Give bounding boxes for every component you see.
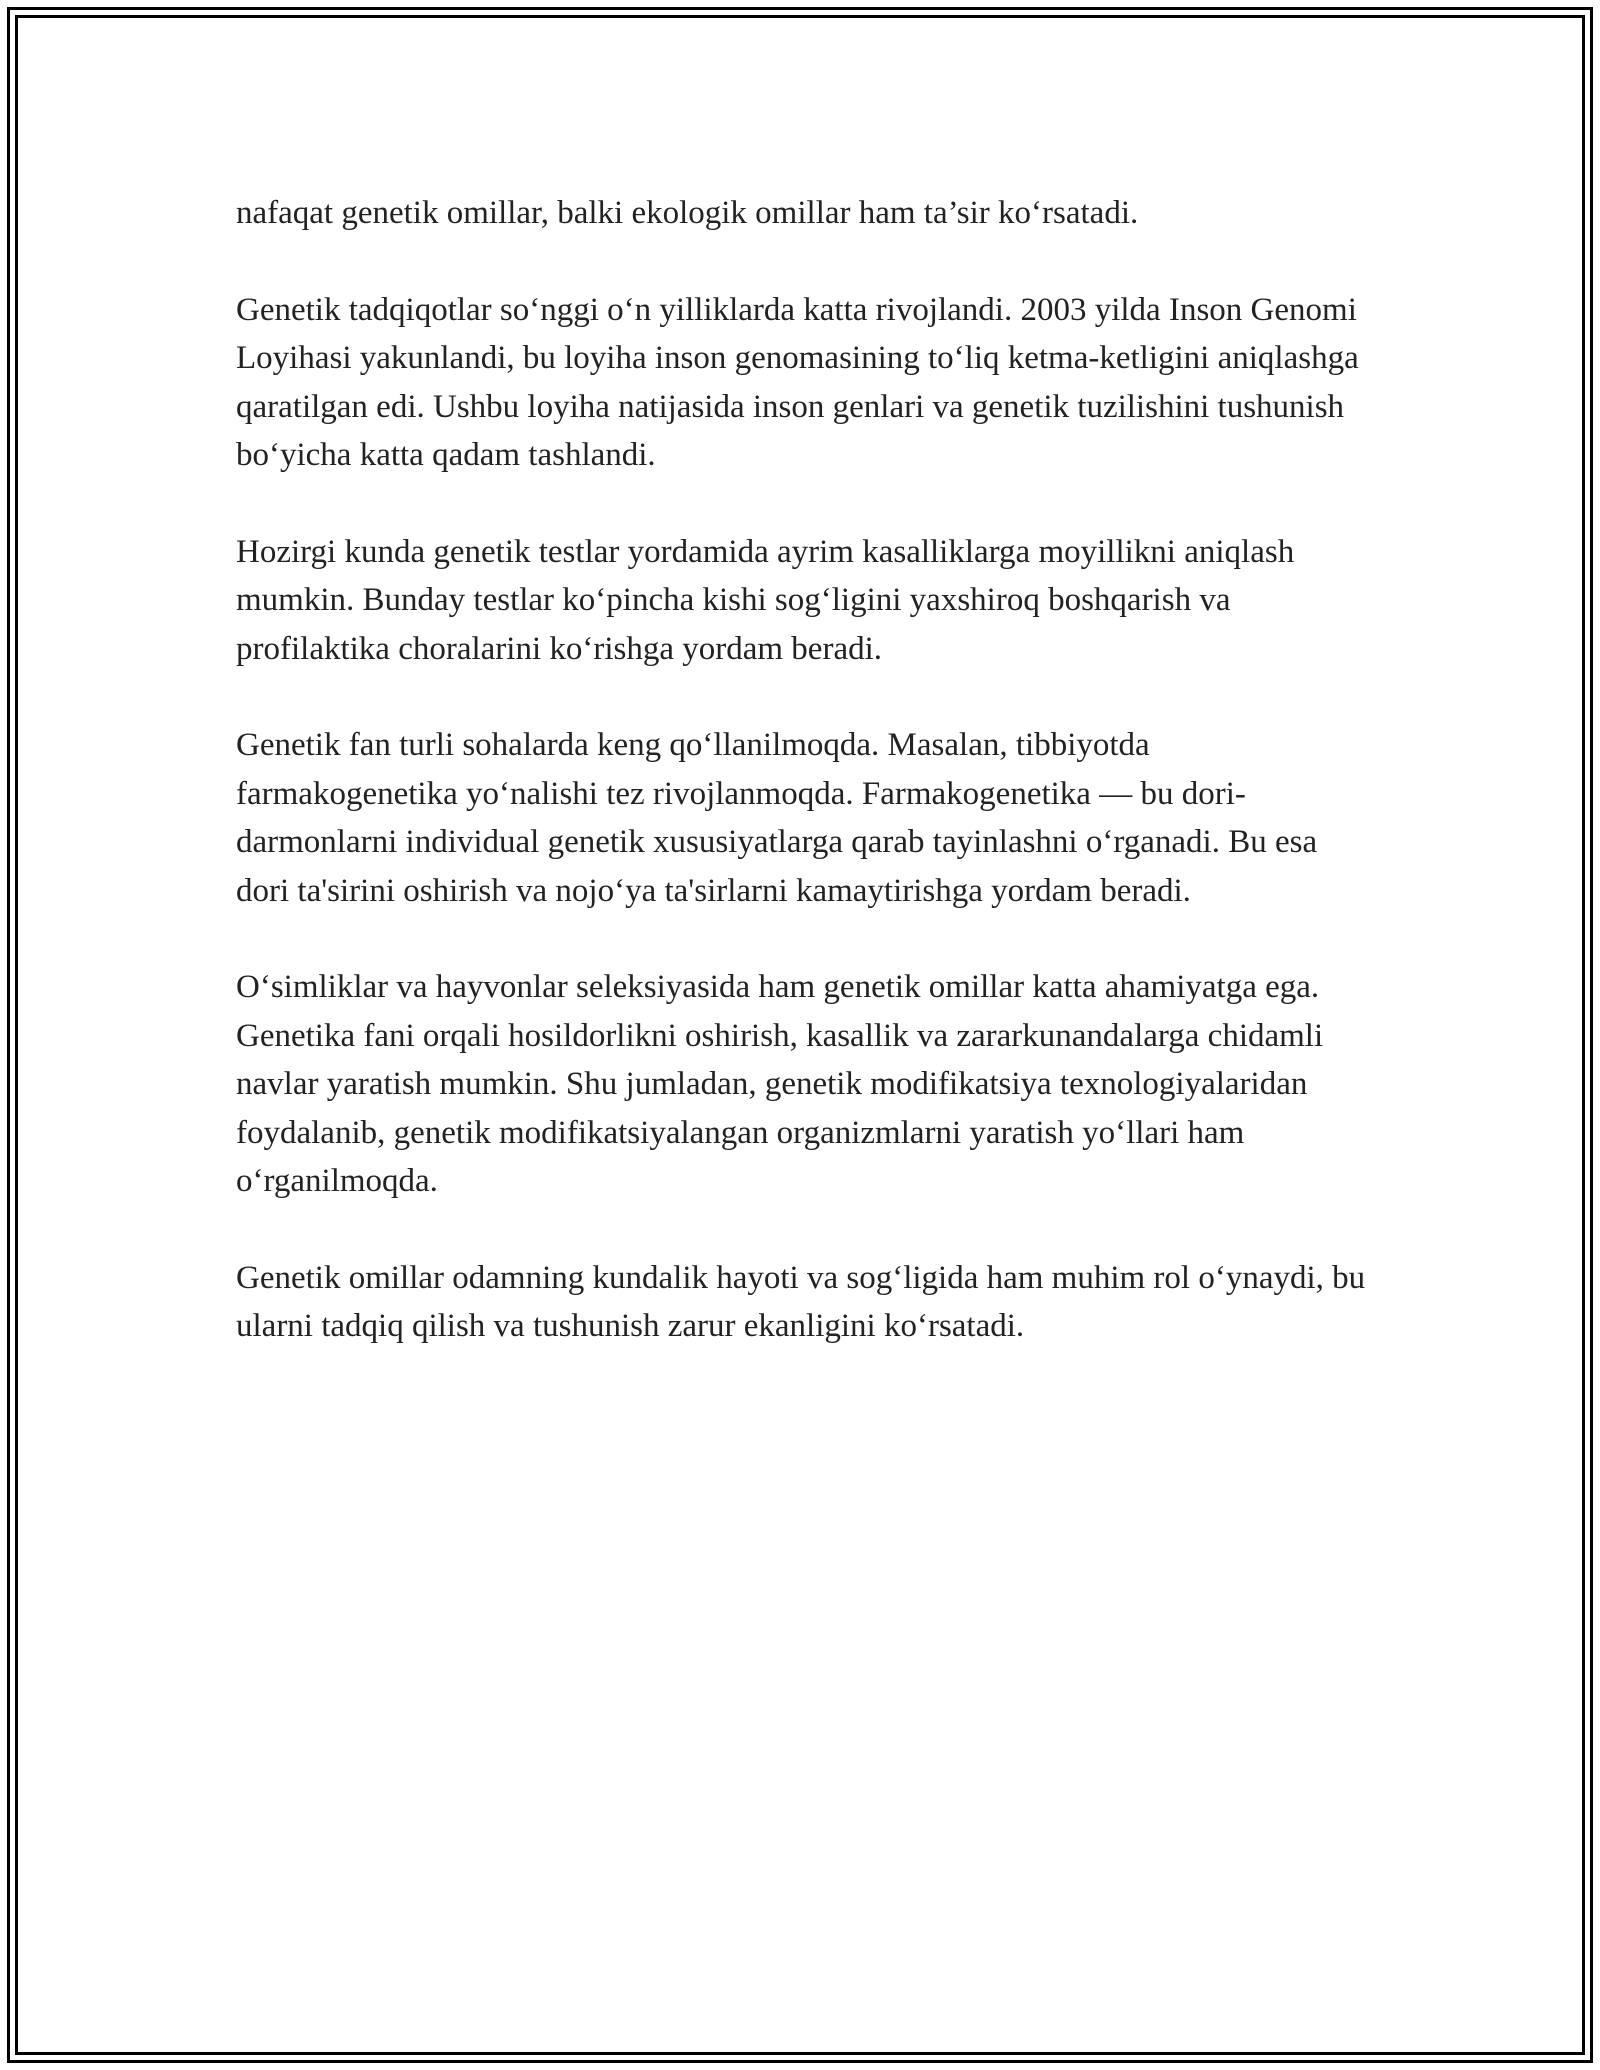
paragraph-conclusion: Genetik omillar odamning kundalik hayoti va sog‘ligida ham muhim rol o‘ynaydi, bu ularni tadqiq qilish va tushunish zarur ekanligini ko‘rsatadi. <box>236 1259 1366 1345</box>
paragraph-selection: O‘simliklar va hayvonlar seleksiyasida ham genetik omillar katta ahamiyatga ega. Genetika fani orqali hosildorlikni oshirish, kasallik va zararkunandalarga chidamli navlar yaratish mumkin. Shu jumladan, genetik modifikatsiya texnologiyalaridan foydalanib, genetik modifikatsiyalangan organizmlarni yaratish yo‘llari ham o‘rganilmoqda. <box>236 969 1324 1200</box>
paragraph-pharmacogenetics: Genetik fan turli sohalarda keng qo‘llanilmoqda. Masalan, tibbiyotda farmakogenetika yo‘nalishi tez rivojlanmoqda. Farmakogenetika — bu dori-darmonlarni individual genetik xususiyatlarga qarab tayinlashni o‘rganadi. Bu esa dori ta'sirini oshirish va nojo‘ya ta'sirlarni kamaytirishga yordam beradi. <box>236 727 1318 909</box>
document-body <box>236 189 1376 1399</box>
paragraph-continuation: nafaqat genetik omillar, balki ekologik omillar ham ta’sir ko‘rsatadi. <box>236 195 1139 231</box>
paragraph-genetic-tests: Hozirgi kunda genetik testlar yordamida ayrim kasalliklarga moyillikni aniqlash mumkin. Bunday testlar ko‘pincha kishi sog‘ligini yaxshiroq boshqarish va profilaktika choralarini ko‘rishga yordam beradi. <box>236 533 1295 667</box>
paragraph-genome-project: Genetik tadqiqotlar so‘nggi o‘n yilliklarda katta rivojlandi. 2003 yilda Inson Genomi Loyihasi yakunlandi, bu loyiha inson genomasining to‘liq ketma-ketligini aniqlashga qaratilgan edi. Ushbu loyiha natijasida inson genlari va genetik tuzilishini tushunish bo‘yicha katta qadam tashlandi. <box>236 291 1359 474</box>
